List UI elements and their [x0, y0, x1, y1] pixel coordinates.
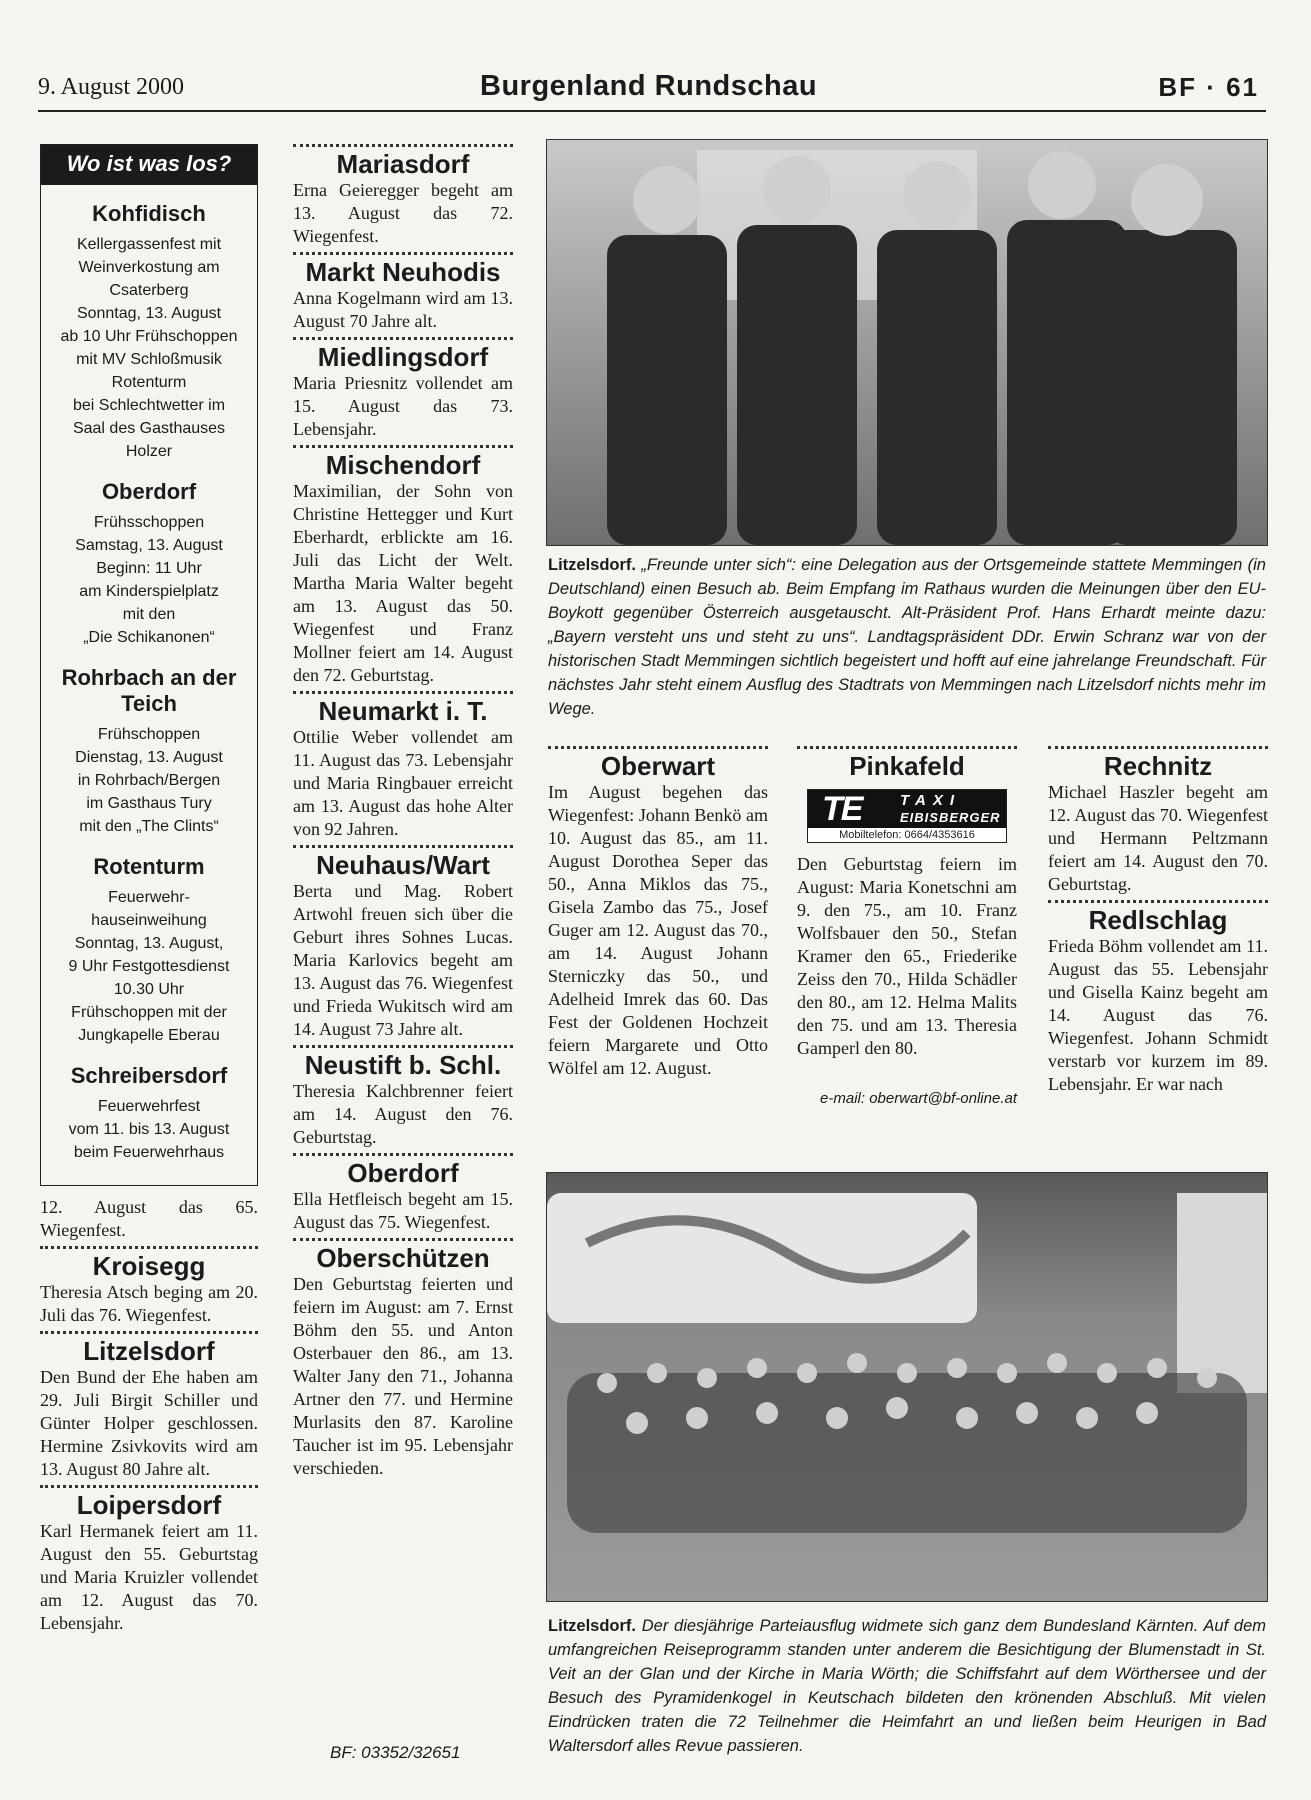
dotted-divider — [293, 1153, 513, 1156]
town-heading: Oberschützen — [316, 1243, 490, 1273]
event-detail: Saal des Gasthauses — [72, 420, 226, 437]
town-heading: Oberdorf — [347, 1158, 459, 1188]
events-box — [40, 144, 258, 1186]
dotted-divider — [293, 337, 513, 340]
event-detail: mit den — [122, 606, 176, 623]
taxi-phone: Mobiltelefon: 0664/4353616 — [839, 829, 975, 841]
events-list — [41, 201, 257, 1164]
delegation-caption — [548, 553, 1266, 721]
notice-text: Berta und Mag. Robert Artwohl freuen sich über die Geburt ihres Sohnes Lucas. Maria Karlovics begeht am 13. August das 76. Wiegenfest und Frieda Wukitsch wird am 14. August 73 Jahre alt. — [293, 881, 513, 1039]
event-town: Rohrbach an der Teich — [61, 665, 237, 716]
column-right-notices — [1048, 742, 1268, 1096]
column-2-notices — [293, 140, 513, 1480]
dotted-divider — [293, 845, 513, 848]
event-detail: in Rohrbach/Bergen — [77, 772, 221, 789]
notice-text: Frieda Böhm vollendet am 11. August das 55. Lebensjahr und Gisella Kainz begeht am 14. August das 76. Wiegenfest. Johann Schmidt verstarb vor kurzem im 89. Lebensjahr. Er war nach — [1048, 936, 1268, 1094]
email-contact[interactable]: e-mail: oberwart@bf-online.at — [820, 1090, 1017, 1107]
bf-phone: BF: 03352/32651 — [330, 1743, 461, 1762]
event-detail: Frühschoppen mit der — [71, 1004, 227, 1021]
dotted-divider — [40, 1246, 258, 1249]
event-detail: mit den „The Clints“ — [79, 818, 219, 835]
event-detail: mit MV Schloßmusik — [76, 351, 222, 368]
dotted-divider — [293, 445, 513, 448]
notice-text: Michael Haszler begeht am 12. August das 70. Wiegenfest und Hermann Peltzmann feiert am 14. August den 70. Geburtstag. — [1048, 782, 1268, 894]
delegation-photo-image — [547, 140, 1267, 545]
group-trip-photo-image — [547, 1173, 1267, 1601]
taxi-word: TAXI — [900, 792, 962, 809]
notice-text: Im August begehen das Wiegenfest: Johann Benkö am 10. August das 85., am 11. August Dorothea Seper das 50., Anna Miklos das 75., Gisela Zambo das 75., Josef Guger am 12. August das 70., am 14. August Johann Sterniczky das 50., und Adelheid Imrek das 60. Das Fest der Goldenen Hochzeit feiern Margarete und Otto Wölfel am 12. August. — [548, 782, 768, 1078]
town-heading: Neumarkt i. T. — [318, 696, 488, 726]
notice-text: Theresia Kalchbrenner feiert am 14. August den 76. Geburtstag. — [293, 1081, 513, 1147]
town-heading: Neustift b. Schl. — [304, 1050, 502, 1080]
event-detail: Feuerwehr- — [108, 889, 190, 906]
event-detail: beim Feuerwehrhaus — [73, 1144, 225, 1161]
event-detail: Dienstag, 13. August — [75, 749, 223, 766]
event-detail: am Kinderspielplatz — [79, 583, 219, 600]
notice-text: Ottilie Weber vollendet am 11. August das 73. Lebensjahr und Maria Ringbauer erreicht am 13. August das hohe Alter von 92 Jahren. — [293, 727, 513, 839]
event-detail: 9 Uhr Festgottesdienst — [68, 958, 230, 975]
notice-text: Den Geburtstag feierten und feiern im August: am 7. Ernst Böhm den 55. und Anton Osterbauer den 86., am 13. Walter Jany den 71., Johanna Artner den 77. und Hermine Murlasits den 87. Karoline Taucher ist im 95. Lebensjahr verschieden. — [293, 1274, 513, 1478]
taxi-ad-logo — [808, 790, 1006, 828]
caption-text: „Freunde unter sich“: eine Delegation aus der Ortsgemeinde stattete Memmingen (in Deutschland) einen Besuch ab. Beim Empfang im Rathaus wurden die Meinungen über den EU-Boykott gegenüber Österreich ausgetauscht. Alt-Präsident Prof. Hans Erhardt meinte dazu: „Bayern versteht uns und steht zu uns“. Landtagspräsident DDr. Erwin Schranz war von der historischen Stadt Memmingen sichtlich begeistert und hofft auf eine jahrelange Freundschaft. Für nächstes Jahr steht einem Ausflug des Stadtrats von Memmingen nach Litzelsdorf nichts mehr im Wege. — [548, 556, 1266, 718]
event-detail: bei Schlechtwetter im — [72, 397, 226, 414]
event-detail: 10.30 Uhr — [113, 981, 185, 998]
dotted-divider — [548, 746, 768, 749]
caption-text: Der diesjährige Parteiausflug widmete sich ganz dem Bundesland Kärnten. Auf dem umfangreichen Reiseprogramm standen unter anderem die Besichtigung der Blumenstadt in St. Veit an der Glan und der Kirche in Maria Wörth; die Schiffsfahrt auf dem Wörthersee und der Besuch des Pyramidenkogel in Keutschach bildeten den krönenden Abschluß. Mit vielen Eindrücken traten die 72 Teilnehmer die Heimfahrt an und ließen beim Heurigen in Bad Waltersdorf alles Revue passieren. — [548, 1617, 1266, 1755]
town-heading: Rechnitz — [1103, 751, 1213, 781]
dotted-divider — [40, 1331, 258, 1334]
notice-text: Maximilian, der Sohn von Christine Hettegger und Kurt Eberhardt, erblickte am 16. Juli das Licht der Welt. Martha Maria Walter begeht am 13. August das 50. Wiegenfest und Franz Mollner feiert am 14. August den 72. Geburtstag. — [293, 481, 513, 685]
event-detail: Frühsschoppen — [93, 514, 205, 531]
notice-text: Erna Geieregger begeht am 13. August das 72. Wiegenfest. — [293, 180, 513, 246]
event-detail: Feuerwehrfest — [97, 1098, 201, 1115]
event-town: Schreibersdorf — [70, 1063, 228, 1088]
town-heading: Mischendorf — [325, 450, 481, 480]
dotted-divider — [293, 252, 513, 255]
event-detail: Csaterberg — [109, 282, 189, 299]
event-detail: im Gasthaus Tury — [86, 795, 212, 812]
dotted-divider — [797, 746, 1017, 749]
page-number: BF · 61 — [1158, 72, 1259, 102]
notice-text: Ella Hetfleisch begeht am 15. August das 75. Wiegenfest. — [293, 1189, 513, 1232]
town-heading: Loipersdorf — [76, 1490, 222, 1520]
notice-text: Karl Hermanek feiert am 11. August den 55. Geburtstag und Maria Kruizler vollendet am 12. August das 70. Lebensjahr. — [40, 1521, 258, 1633]
event-detail: Holzer — [125, 443, 173, 460]
event-detail: Beginn: 11 Uhr — [96, 560, 202, 577]
town-heading: Kroisegg — [92, 1251, 206, 1281]
town-heading: Neuhaus/Wart — [316, 850, 490, 880]
dotted-divider — [293, 144, 513, 147]
group-trip-photo — [546, 1172, 1268, 1602]
event-detail: Weinverkostung am — [78, 259, 220, 276]
dotted-divider — [293, 1238, 513, 1241]
dotted-divider — [1048, 900, 1268, 903]
event-detail: Kellergassenfest mit — [76, 236, 222, 253]
town-heading: Mariasdorf — [336, 149, 470, 179]
event-detail: Rotenturm — [111, 374, 187, 391]
header-rule — [38, 110, 1266, 112]
town-heading: Markt Neuhodis — [305, 257, 501, 287]
notice-text: 12. August das 65. Wiegenfest. — [40, 1197, 258, 1240]
taxi-company: EIBISBERGER — [900, 810, 1001, 825]
newspaper-title: Burgenland Rundschau — [480, 70, 818, 102]
column-1-notices — [40, 1196, 258, 1635]
dotted-divider — [1048, 746, 1268, 749]
town-heading: Litzelsdorf — [83, 1336, 215, 1366]
notice-text: Den Geburtstag feiern im August: Maria Konetschni am 9. den 75., am 10. Franz Wolfsbauer den 50., Stefan Kramer den 65., Friederike Zeiss den 70., Hilda Schädler den 80., am 12. Helma Malits den 75. und am 13. Theresia Gamperl den 80. — [797, 854, 1017, 1058]
caption-lead: Litzelsdorf. — [548, 556, 637, 574]
event-town: Kohfidisch — [92, 201, 206, 226]
town-heading: Oberwart — [600, 751, 716, 781]
taxi-ad — [807, 789, 1007, 843]
event-detail: Sonntag, 13. August, — [74, 935, 224, 952]
event-detail: hauseinweihung — [91, 912, 207, 929]
event-town: Rotenturm — [93, 854, 205, 879]
notice-text: Maria Priesnitz vollendet am 15. August das 73. Lebensjahr. — [293, 373, 513, 439]
town-heading: Miedlingsdorf — [317, 342, 489, 372]
event-detail: Frühschoppen — [97, 726, 201, 743]
caption-lead: Litzelsdorf. — [548, 1617, 637, 1635]
pinkafeld-section — [797, 742, 1017, 1107]
dotted-divider — [293, 691, 513, 694]
event-detail: Jungkapelle Eberau — [78, 1027, 220, 1044]
event-detail: vom 11. bis 13. August — [68, 1121, 230, 1138]
notice-text: Theresia Atsch beging am 20. Juli das 76. Wiegenfest. — [40, 1282, 258, 1325]
event-detail: Sonntag, 13. August — [76, 305, 222, 322]
dotted-divider — [40, 1485, 258, 1488]
town-heading: Pinkafeld — [849, 751, 965, 781]
event-detail: ab 10 Uhr Frühschoppen — [60, 328, 238, 345]
dotted-divider — [293, 1045, 513, 1048]
event-detail: Samstag, 13. August — [75, 537, 223, 554]
issue-date: 9. August 2000 — [38, 74, 185, 100]
group-trip-caption — [548, 1614, 1266, 1758]
notice-text: Den Bund der Ehe haben am 29. Juli Birgit Schiller und Günter Holper geschlossen. Hermine Zsivkovits wird am 13. August 80 Jahre alt. — [40, 1367, 258, 1479]
event-town: Oberdorf — [101, 479, 197, 504]
event-detail: „Die Schikanonen“ — [83, 629, 215, 646]
notice-text: Anna Kogelmann wird am 13. August 70 Jahre alt. — [293, 288, 513, 331]
delegation-photo — [546, 139, 1268, 546]
town-heading: Redlschlag — [1088, 905, 1228, 935]
oberwart-section — [548, 742, 768, 1080]
events-box-heading: Wo ist was los? — [41, 145, 257, 185]
taxi-logo-mark: TE — [822, 790, 862, 828]
